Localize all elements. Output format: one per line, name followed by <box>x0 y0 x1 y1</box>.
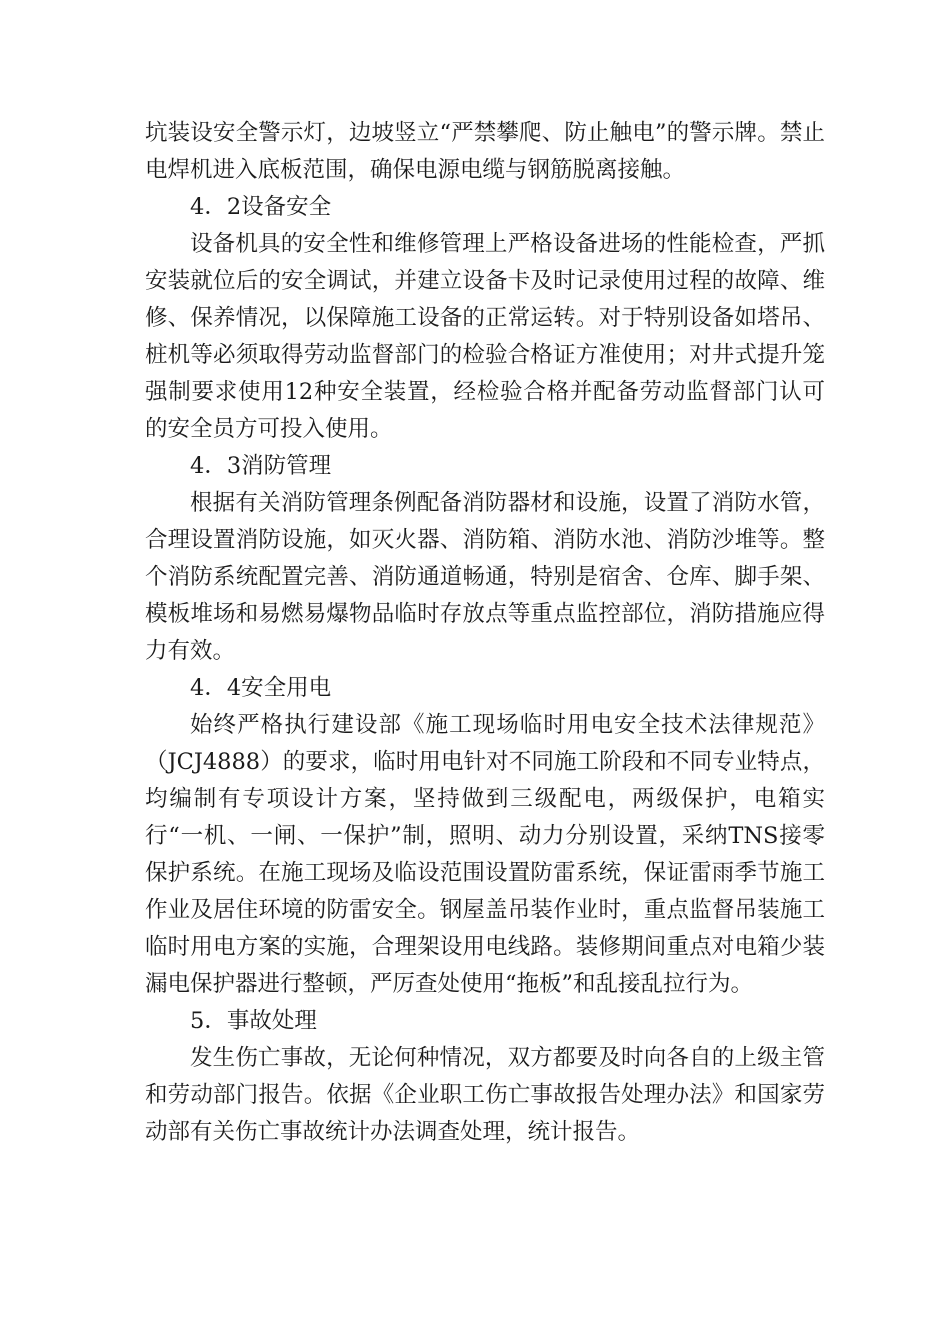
heading-equipment-safety: 4．2设备安全 <box>190 194 332 220</box>
paragraph-electrical-safety: 始终严格执行建设部《施工现场临时用电安全技术法律规范》（JCJ4888）的要求，临时用电针对不同施工阶段和不同专业特点，均编制有专项设计方案，坚持做到三级配电，两级保护，电箱实行“一机、一闸、一保护”制，照明、动力分别设置，采纳TNS接零保护系统。在施工现场及临设范围设置防雷系统，保证雷雨季节施工作业及居住环境的防雷安全。钢屋盖吊装作业时，重点监督吊装施工临时用电方案的实施，合理架设用电线路。装修期间重点对电箱少装漏电保护器进行整顿，严厉查处使用“拖板”和乱接乱拉行为。 <box>145 712 825 997</box>
heading-accident-handling: 5．事故处理 <box>190 1008 317 1034</box>
heading-fire-management: 4．3消防管理 <box>190 453 332 479</box>
paragraph-fire-management: 根据有关消防管理条例配备消防器材和设施，设置了消防水管，合理设置消防设施，如灭火器、消防箱、消防水池、消防沙堆等。整个消防系统配置完善、消防通道畅通，特别是宿舍、仓库、脚手架、模板堆场和易燃易爆物品临时存放点等重点监控部位，消防措施应得力有效。 <box>145 490 825 664</box>
paragraph-continued: 坑装设安全警示灯，边坡竖立“严禁攀爬、防止触电”的警示牌。禁止电焊机进入底板范围，确保电源电缆与钢筋脱离接触。 <box>145 120 825 183</box>
heading-electrical-safety: 4．4安全用电 <box>190 675 332 701</box>
paragraph-equipment-safety: 设备机具的安全性和维修管理上严格设备进场的性能检查，严抓安装就位后的安全调试，并建立设备卡及时记录使用过程的故障、维修、保养情况，以保障施工设备的正常运转。对于特别设备如塔吊、桩机等必须取得劳动监督部门的检验合格证方准使用；对井式提升笼强制要求使用12种安全装置，经检验合格并配备劳动监督部门认可的安全员方可投入使用。 <box>145 231 825 442</box>
paragraph-accident-handling: 发生伤亡事故，无论何种情况，双方都要及时向各自的上级主管和劳动部门报告。依据《企业职工伤亡事故报告处理办法》和国家劳动部有关伤亡事故统计办法调查处理，统计报告。 <box>145 1045 825 1145</box>
document-page <box>145 115 825 1151</box>
